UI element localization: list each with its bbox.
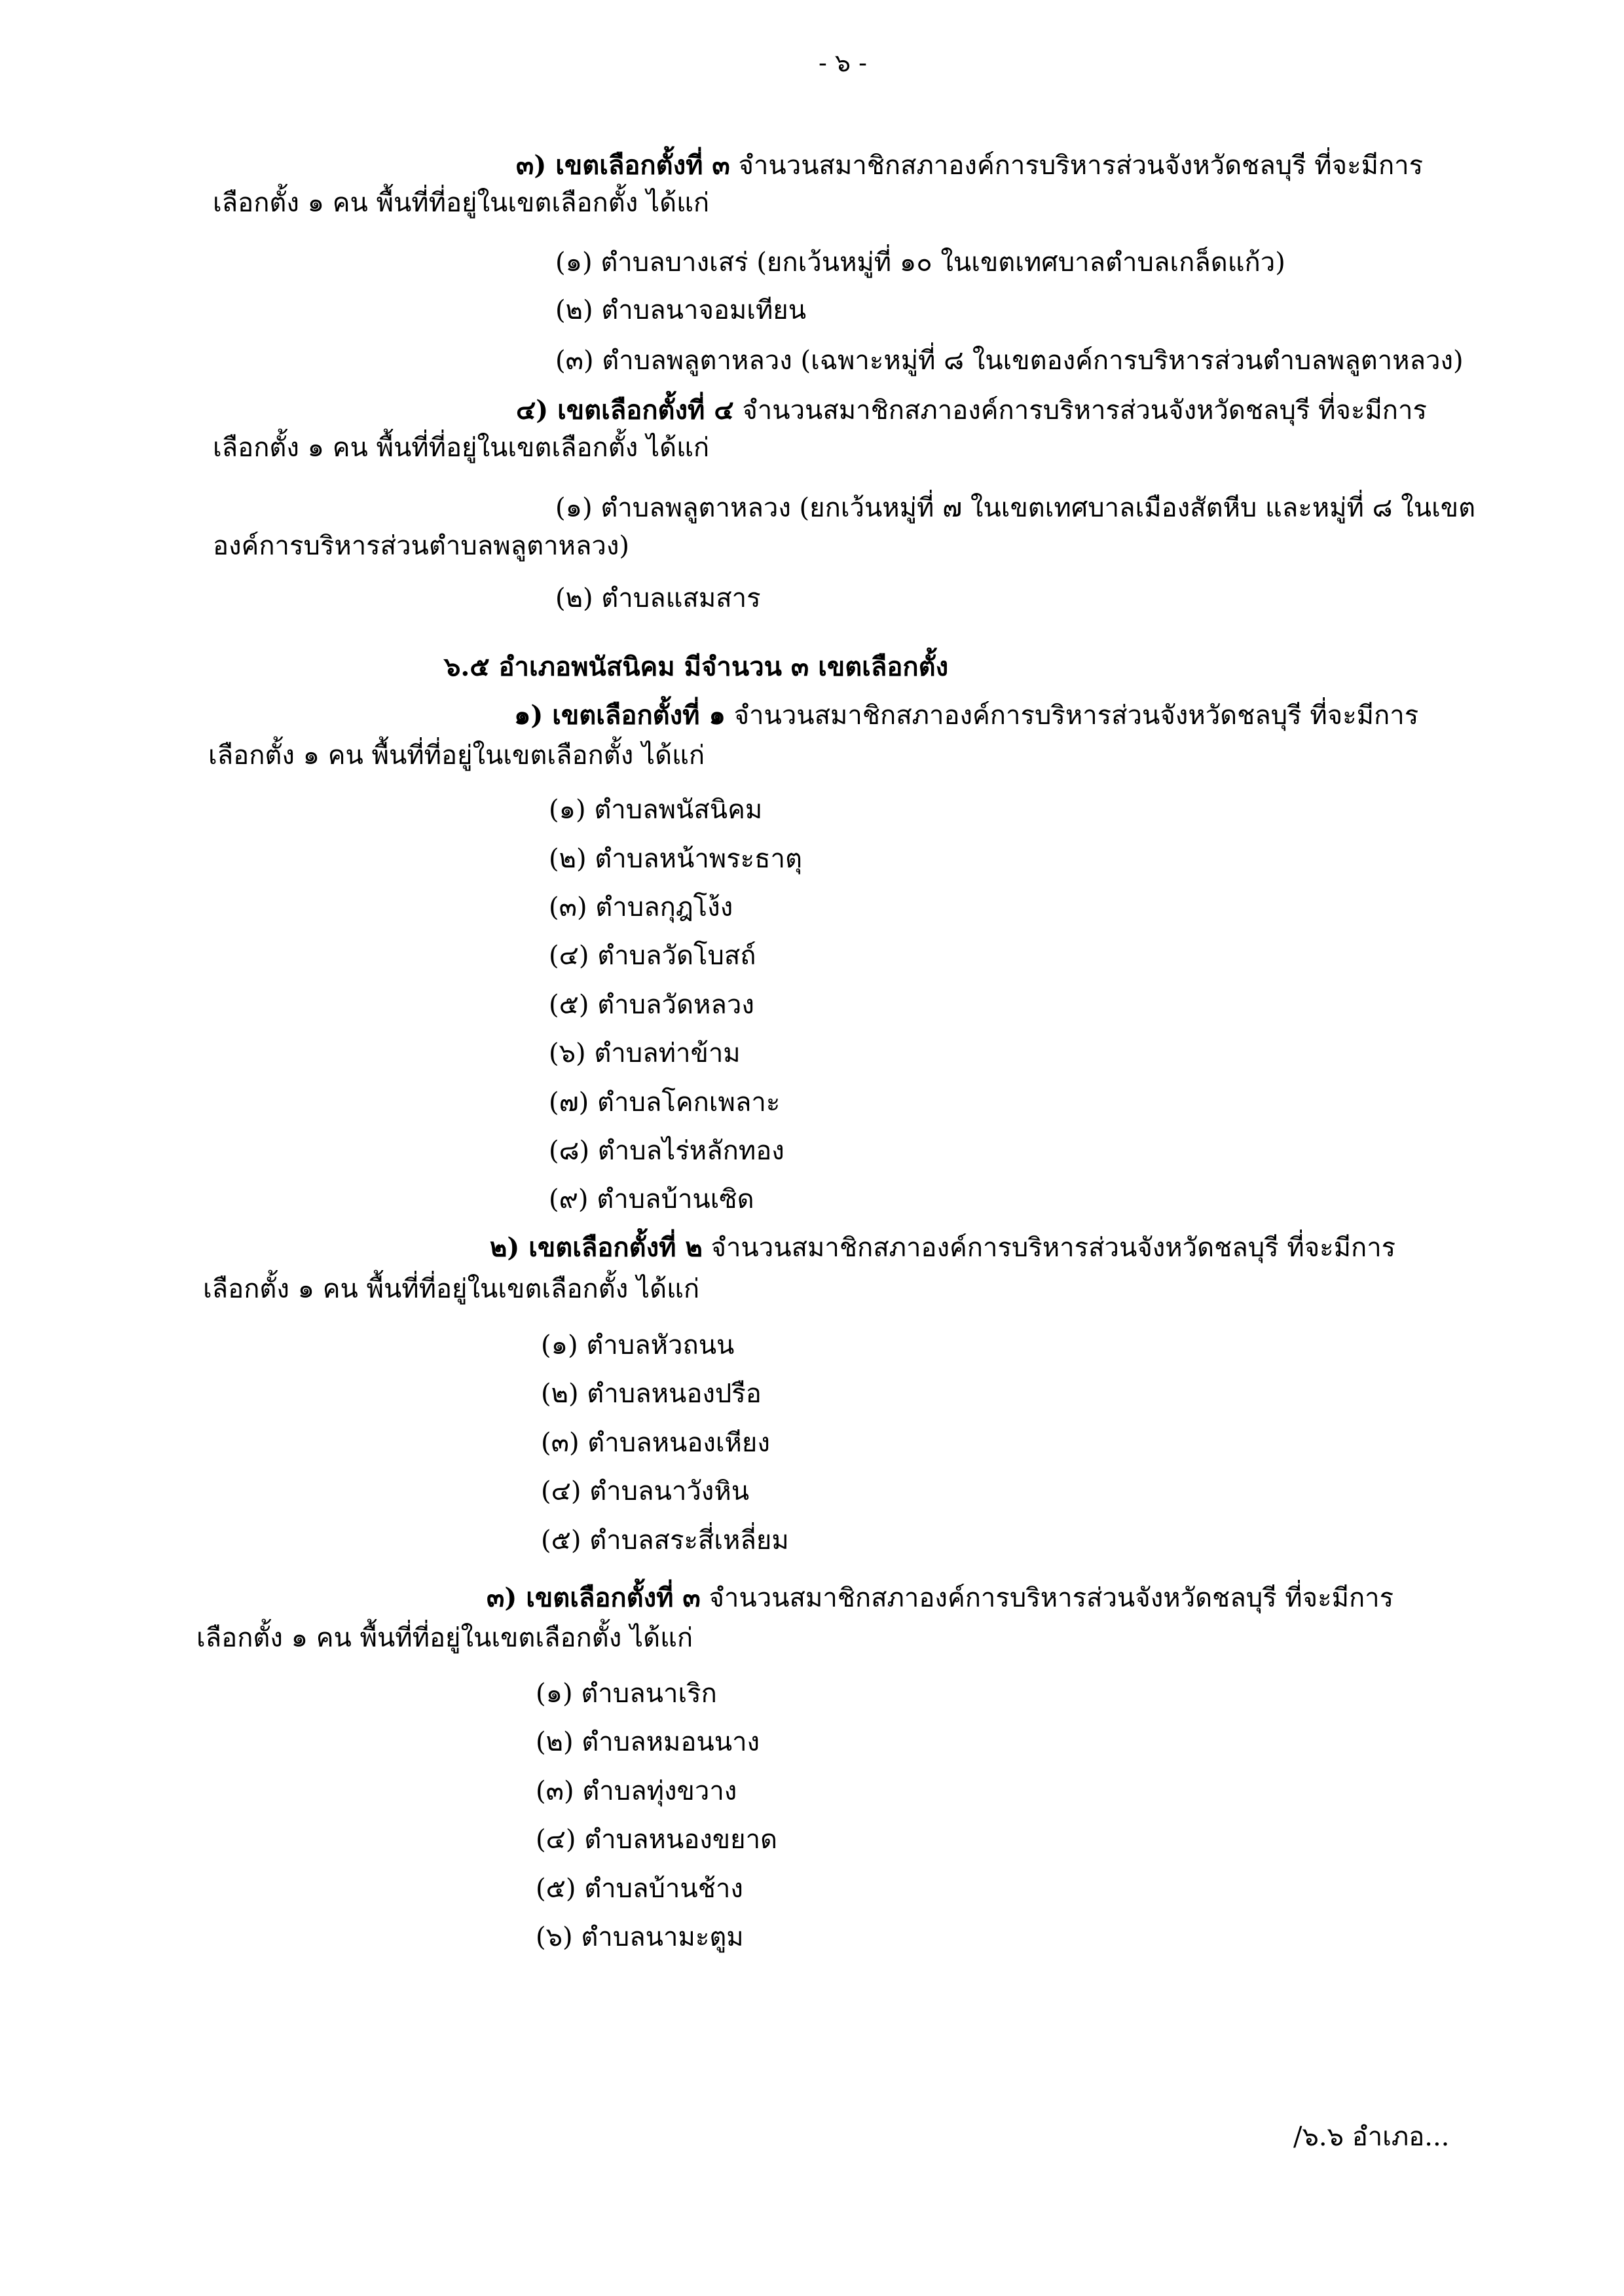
subdistrict-item: (๒) ตำบลหนองปรือ bbox=[541, 1379, 762, 1409]
subdistrict-item: (๓) ตำบลทุ่งขวาง bbox=[536, 1776, 737, 1806]
zone-paragraph bbox=[516, 149, 1423, 183]
zone-text: จำนวนสมาชิกสภาองค์การบริหารส่วนจังหวัดชลบุรี ที่จะมีการ bbox=[710, 1233, 1396, 1263]
subdistrict-item: (๒) ตำบลหมอนนาง bbox=[536, 1727, 760, 1757]
subdistrict-item: (๕) ตำบลวัดหลวง bbox=[549, 990, 754, 1020]
subdistrict-item: (๓) ตำบลพลูตาหลวง (เฉพาะหมู่ที่ ๘ ในเขตองค์การบริหารส่วนตำบลพลูตาหลวง) bbox=[555, 346, 1464, 376]
subdistrict-item: (๑) ตำบลนาเริก bbox=[536, 1679, 717, 1709]
subdistrict-item: (๑) ตำบลพนัสนิคม bbox=[549, 795, 763, 825]
zone-text: จำนวนสมาชิกสภาองค์การบริหารส่วนจังหวัดชลบุรี ที่จะมีการ bbox=[733, 701, 1419, 731]
zone-heading: ๑) เขตเลือกตั้งที่ ๑ bbox=[514, 700, 726, 731]
subdistrict-item: (๓) ตำบลหนองเหียง bbox=[541, 1428, 770, 1458]
page-number: - ๖ - bbox=[819, 48, 867, 77]
zone-heading: ๔) เขตเลือกตั้งที่ ๔ bbox=[516, 395, 734, 426]
zone-continuation: เลือกตั้ง ๑ คน พื้นที่ที่อยู่ในเขตเลือกตั้ง ได้แก่ bbox=[213, 188, 710, 218]
subdistrict-item: (๘) ตำบลไร่หลักทอง bbox=[549, 1136, 784, 1166]
zone-text: จำนวนสมาชิกสภาองค์การบริหารส่วนจังหวัดชลบุรี ที่จะมีการ bbox=[742, 395, 1427, 426]
zone-paragraph bbox=[487, 1581, 1393, 1615]
zone-continuation: เลือกตั้ง ๑ คน พื้นที่ที่อยู่ในเขตเลือกตั้ง ได้แก่ bbox=[196, 1623, 693, 1653]
district-heading: ๖.๕ อำเภอพนัสนิคม มีจำนวน ๓ เขตเลือกตั้ง bbox=[444, 651, 949, 682]
subdistrict-item: (๒) ตำบลนาจอมเทียน bbox=[555, 295, 807, 325]
subdistrict-item: (๔) ตำบลนาวังหิน bbox=[541, 1476, 750, 1506]
subdistrict-item: (๖) ตำบลท่าข้าม bbox=[549, 1038, 741, 1068]
zone-continuation: เลือกตั้ง ๑ คน พื้นที่ที่อยู่ในเขตเลือกตั้ง ได้แก่ bbox=[203, 1274, 700, 1304]
zone-heading: ๓) เขตเลือกตั้งที่ ๓ bbox=[487, 1582, 701, 1613]
zone-paragraph bbox=[516, 393, 1427, 428]
subdistrict-item: (๓) ตำบลกุฎโง้ง bbox=[549, 892, 733, 922]
zone-heading: ๒) เขตเลือกตั้งที่ ๒ bbox=[490, 1232, 703, 1263]
subdistrict-item-continuation: องค์การบริหารส่วนตำบลพลูตาหลวง) bbox=[213, 531, 630, 561]
zone-text: จำนวนสมาชิกสภาองค์การบริหารส่วนจังหวัดชลบุรี ที่จะมีการ bbox=[709, 1583, 1394, 1613]
subdistrict-item: (๗) ตำบลโคกเพลาะ bbox=[549, 1087, 781, 1118]
subdistrict-item: (๔) ตำบลหนองขยาด bbox=[536, 1825, 778, 1855]
subdistrict-item: (๒) ตำบลแสมสาร bbox=[555, 583, 761, 613]
zone-text: จำนวนสมาชิกสภาองค์การบริหารส่วนจังหวัดชลบุรี ที่จะมีการ bbox=[738, 151, 1424, 181]
subdistrict-item: (๑) ตำบลบางเสร่ (ยกเว้นหมู่ที่ ๑๐ ในเขตเทศบาลตำบลเกล็ดแก้ว) bbox=[555, 247, 1285, 278]
zone-paragraph bbox=[490, 1231, 1395, 1265]
subdistrict-item: (๑) ตำบลหัวถนน bbox=[541, 1330, 735, 1360]
zone-continuation: เลือกตั้ง ๑ คน พื้นที่ที่อยู่ในเขตเลือกตั้ง ได้แก่ bbox=[208, 740, 705, 771]
zone-paragraph bbox=[514, 699, 1418, 733]
subdistrict-item: (๖) ตำบลนามะตูม bbox=[536, 1922, 744, 1952]
continuation-footer: /๖.๖ อำเภอ... bbox=[1293, 2122, 1450, 2152]
zone-heading: ๓) เขตเลือกตั้งที่ ๓ bbox=[516, 150, 730, 181]
subdistrict-item: (๔) ตำบลวัดโบสถ์ bbox=[549, 941, 756, 971]
subdistrict-item: (๒) ตำบลหน้าพระธาตุ bbox=[549, 844, 802, 874]
subdistrict-item: (๙) ตำบลบ้านเซิด bbox=[549, 1184, 754, 1214]
subdistrict-item: (๕) ตำบลสระสี่เหลี่ยม bbox=[541, 1525, 789, 1556]
subdistrict-item: (๑) ตำบลพลูตาหลวง (ยกเว้นหมู่ที่ ๗ ในเขตเทศบาลเมืองสัตหีบ และหมู่ที่ ๘ ในเขต bbox=[555, 493, 1476, 523]
subdistrict-item: (๕) ตำบลบ้านช้าง bbox=[536, 1874, 743, 1904]
zone-continuation: เลือกตั้ง ๑ คน พื้นที่ที่อยู่ในเขตเลือกตั้ง ได้แก่ bbox=[213, 433, 710, 463]
